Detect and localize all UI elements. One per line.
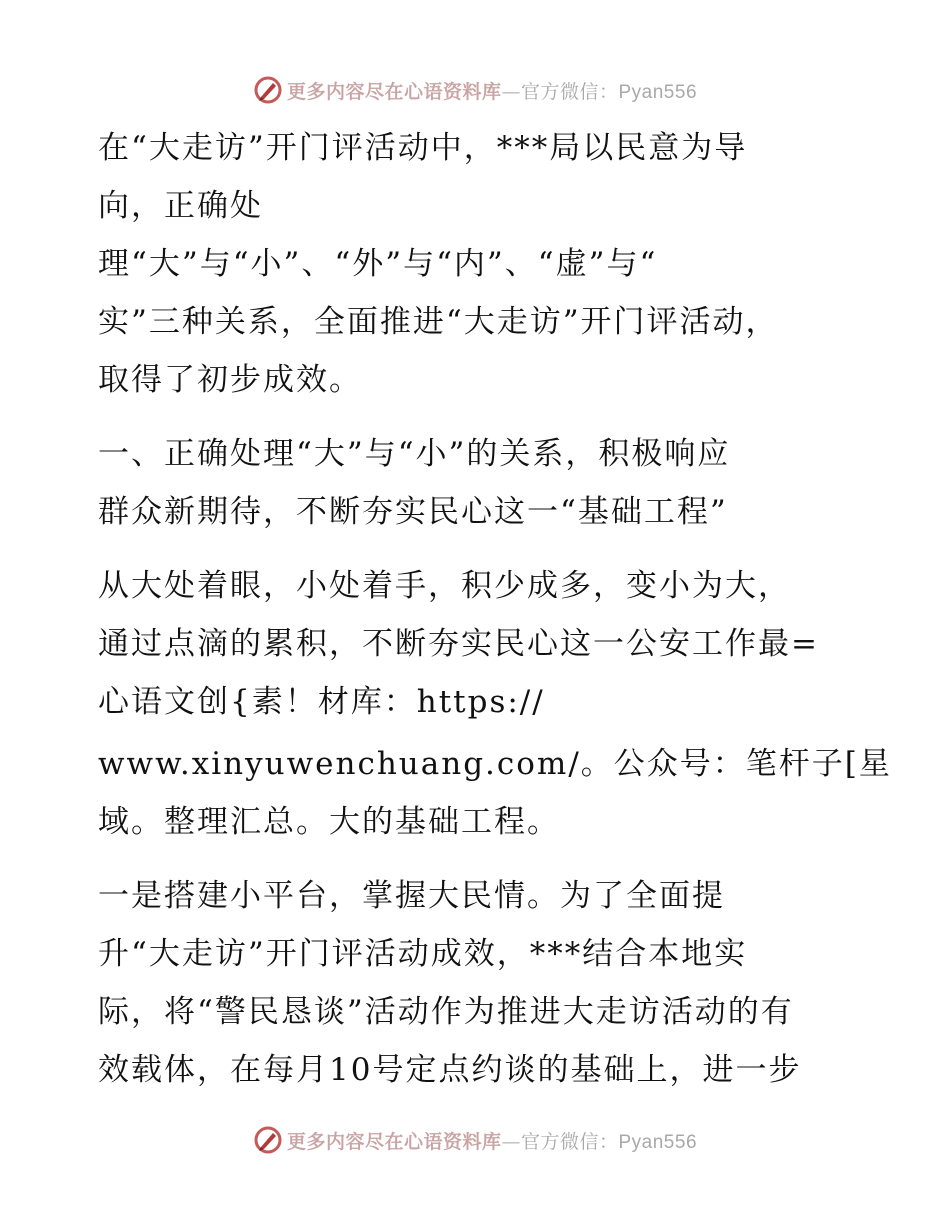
watermark-text (287, 77, 697, 104)
watermark-wechat-label: 官方微信： (520, 80, 619, 103)
body-line: 升“大走访”开门评活动成效，***结合本地实 (98, 936, 748, 972)
body-line: 实”三种关系，全面推进“大走访”开门评活动， (98, 304, 779, 340)
header-watermark (0, 72, 950, 108)
pen-logo-icon (253, 1125, 283, 1155)
body-line: 从大处着眼，小处着手，积少成多，变小为大， (98, 568, 791, 604)
body-line: 际，将“警民恳谈”活动作为推进大走访活动的有 (98, 994, 794, 1030)
body-line: 通过点滴的累积，不断夯实民心这一公安工作最= (98, 626, 819, 662)
body-line: 在“大走访”开门评活动中，***局以民意为导 (98, 130, 748, 166)
watermark-text (287, 1127, 697, 1154)
watermark-separator: — (501, 1130, 521, 1153)
section-heading: 群众新期待，不断夯实民心这一“基础工程” (98, 494, 728, 530)
body-line: 理“大”与“小”、“外”与“内”、“虚”与“ (98, 246, 658, 282)
watermark-wechat-label: 官方微信： (520, 1130, 619, 1153)
watermark-site: 更多内容尽在心语资料库 (286, 1130, 502, 1153)
body-line: www.xinyuwenchuang.com/。公众号：笔杆子[星 (98, 746, 892, 782)
watermark-separator: — (501, 80, 521, 103)
body-line: 一是搭建小平台，掌握大民情。为了全面提 (98, 878, 725, 914)
watermark-site: 更多内容尽在心语资料库 (286, 80, 502, 103)
body-line: 取得了初步成效。 (98, 362, 362, 398)
body-line: 域。整理汇总。大的基础工程。 (98, 804, 560, 840)
pen-logo-icon (253, 75, 283, 105)
body-line: 心语文创{素！材库：https:// (98, 684, 545, 720)
section-heading: 一、正确处理“大”与“小”的关系，积极响应 (98, 436, 731, 472)
body-line: 向，正确处 (98, 188, 263, 224)
body-line: 效载体，在每月10号定点约谈的基础上，进一步 (98, 1052, 802, 1088)
watermark-wechat-id: Pyan556 (618, 1131, 698, 1153)
watermark-wechat-id: Pyan556 (618, 81, 698, 103)
footer-watermark (0, 1122, 950, 1158)
